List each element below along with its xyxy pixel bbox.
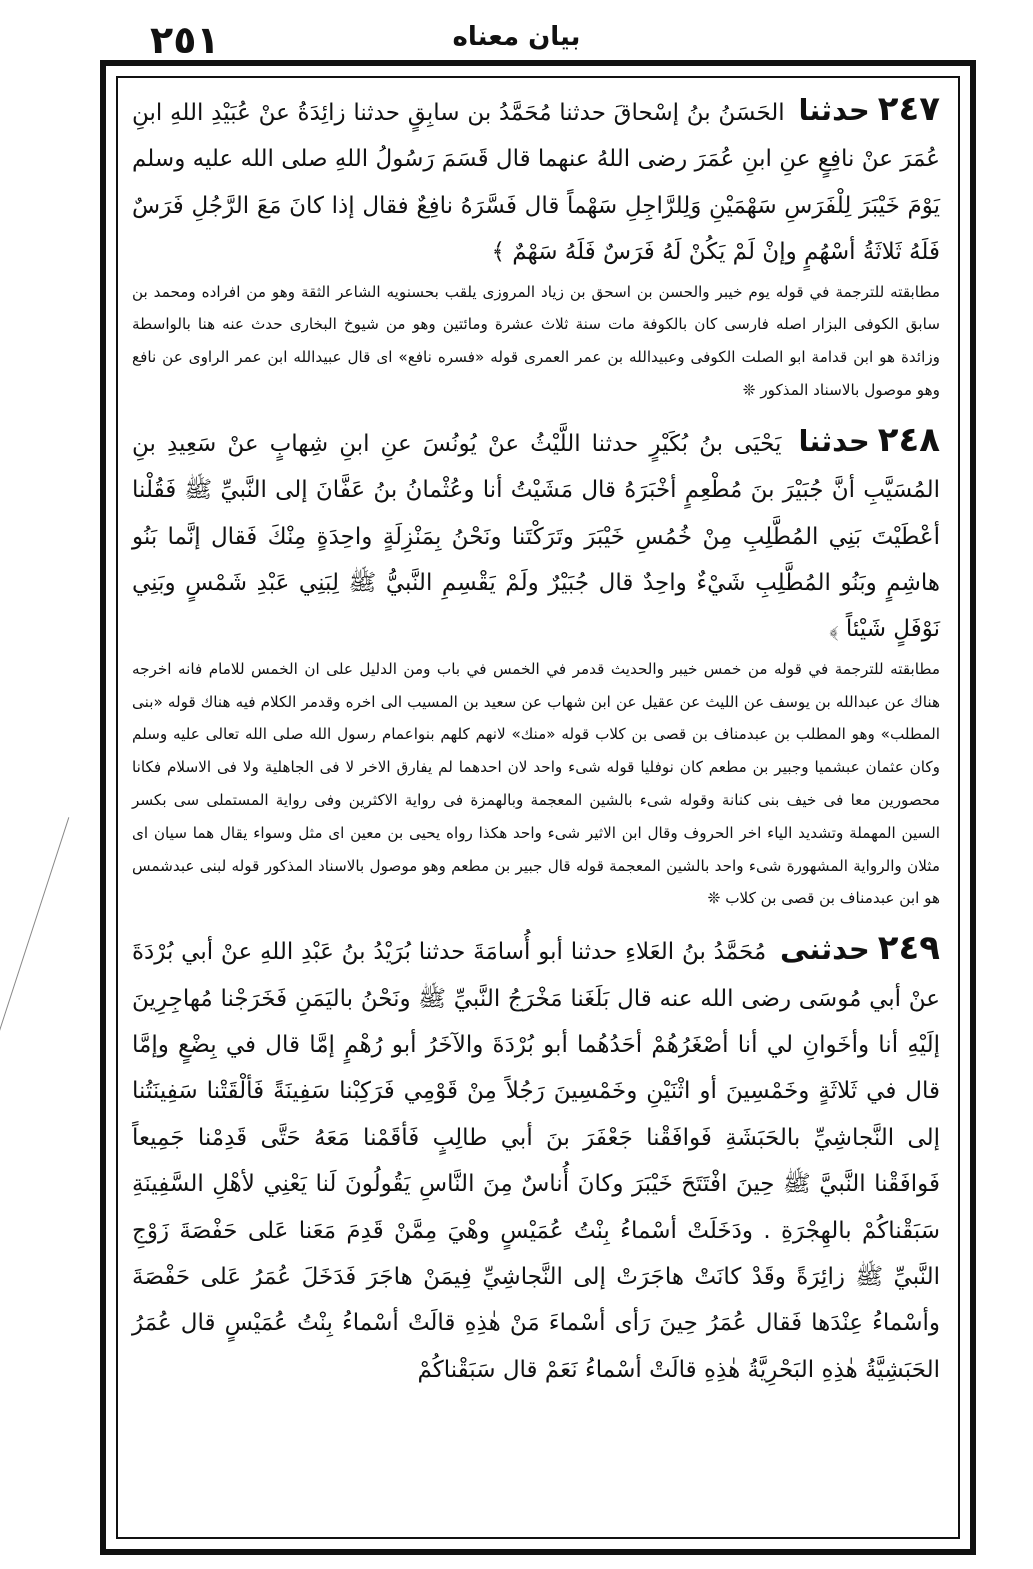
hadith-text bbox=[132, 86, 940, 276]
margin-mark bbox=[0, 817, 69, 1103]
hadith-text bbox=[132, 417, 940, 653]
running-title: بيان معناه bbox=[452, 22, 581, 52]
hadith-249 bbox=[132, 925, 940, 1393]
hadith-number: ٢٤٨ bbox=[877, 419, 941, 460]
hadith-body: مُحَمَّدُ بنُ العَلاءِ حدثنا أبو أُسامَةَ حدثنا بُرَيْدُ بنُ عَبْدِ اللهِ عنْ أبي بُرْدَةَ عنْ أبي مُوسَى رضى الله عنه قال بَلَغَنا مَخْرَجُ النَّبيِّ ﷺ ونَحْنُ باليَمَنِ فَخَرَجْنا مُهاجِرِينَ إلَيْهِ أنا وأخَوانِ لي أنا أصْغَرُهُمْ أحَدُهُما أبو بُرْدَةَ والآخَرُ أبو رُهْمٍ إمَّا قال في بِضْعٍ وإمَّا قال في ثَلاثَةٍ وخَمْسِينَ أو اثْنَيْنِ وخَمْسِينَ رَجُلاً مِنْ قَوْمِي فَرَكِبْنا سَفِينَةً فَألْقَتْنا سَفِينَتُنا إلى النَّجاشِيِّ بالحَبَشَةِ فَوافَقْنا جَعْفَرَ بنَ أبي طالِبٍ فَأقَمْنا مَعَهُ حَتَّى قَدِمْنا جَمِيعاً فَوافَقْنا النَّبيَّ ﷺ حِينَ افْتَتَحَ خَيْبَرَ وكانَ أُناسٌ مِنَ النَّاسِ يَقُولُونَ لَنا يَعْنِي لأهْلِ السَّفِينَةِ سَبَقْناكُمْ بالهِجْرَةِ . ودَخَلَتْ أسْماءُ بِنْتُ عُمَيْسٍ وهْيَ مِمَّنْ قَدِمَ مَعَنا عَلى حَفْصَةَ زَوْجِ النَّبيِّ ﷺ زائِرَةً وقَدْ كانَتْ هاجَرَتْ إلى النَّجاشِيِّ فِيمَنْ هاجَرَ فَدَخَلَ عُمَرُ عَلى حَفْصَةَ وأسْماءُ عِنْدَها فَقال عُمَرُ حِينَ رَأى أسْماءَ مَنْ هٰذِهِ قالَتْ أسْماءُ بِنْتُ عُمَيْسٍ قال عُمَرُ الحَبَشِيَّةُ هٰذِهِ البَحْرِيَّةُ هٰذِهِ قالَتْ أسْماءُ نَعَمْ قال سَبَقْناكُمْ bbox=[132, 939, 940, 1383]
commentary: مطابقته للترجمة في قوله من خمس خيبر والحديث قدمر في الخمس في باب ومن الدليل على ان الخمس للامام فانه اخرجه هناك عن عبدالله بن يوسف عن الليث عن عقيل عن ابن شهاب عن سعيد بن المسيب الى اخره وقدمر الكلام فيه هناك قوله «بنى المطلب» وهو المطلب بن عبدمناف بن قصى بن كلاب قوله «منك» لانهم كلهم بنواعمام رسول الله صلى الله تعالى عليه وسلم وكان عثمان عبشميا وجبير بن مطعم كان نوفليا قوله شىء واحد لان احدهما لم يفارق الاخر لا فى الجاهلية ولا فى الاسلام فكانا محصورين معا فى خيف بنى كنانة وقوله شىء بالشين المعجمة وبالهمزة فى رواية الاكثرين وفى رواية المستملى سى بكسر السين المهملة وتشديد الياء اخر الحروف وقال ابن الاثير شىء واحد هكذا رواه يحيى بن معين اى مثل وسواء يقال هما سيان اى مثلان والرواية المشهورة شىء واحد بالشين المعجمة قوله قال جبير بن مطعم وهو موصول بالاسناد المذكور قوله لبنى عبدشمس هو ابن عبدمناف بن قصى بن كلاب ❊ bbox=[132, 659, 940, 908]
page-number: ٢٥١ bbox=[150, 18, 220, 62]
hadith-intro: حدثنى bbox=[780, 932, 870, 967]
hadith-number: ٢٤٧ bbox=[877, 89, 940, 129]
hadith-text bbox=[132, 925, 940, 1393]
hadith-body: يَحْيَى بنُ بُكَيْرٍ حدثنا اللَّيْثُ عنْ يُونُسَ عنِ ابنِ شِهابٍ عنْ سَعِيدِ بنِ المُسَيَّبِ أنَّ جُبَيْرَ بنَ مُطْعِمٍ أخْبَرَهُ قال مَشَيْتُ أنا وعُثْمانُ بنُ عَفَّانَ إلى النَّبيِّ ﷺ فَقُلْنا أعْطَيْتَ بَنِي المُطَّلِبِ مِنْ خُمُسِ خَيْبَرَ وتَرَكْتَنا ونَحْنُ بِمَنْزِلَةٍ واحِدَةٍ مِنْكَ فَقال إنَّما بَنُو هاشِمٍ وبَنُو المُطَّلِبِ شَيْءٌ واحِدٌ قال جُبَيْرٌ ولَمْ يَقْسِمِ النَّبيُّ ﷺ لِبَنِي عَبْدِ شَمْسٍ وبَنِي نَوْفَلٍ شَيْئاً ﴾ bbox=[132, 430, 940, 643]
hadith-intro: حدثنا bbox=[798, 93, 870, 127]
text-frame bbox=[100, 60, 976, 1555]
hadith-body: الحَسَنُ بنُ إسْحاقَ حدثنا مُحَمَّدُ بن سابِقٍ حدثنا زائِدَةُ عنْ عُبَيْدِ اللهِ ابنِ عُمَرَ عنْ نافِعٍ عنِ ابنِ عُمَرَ رضى اللهُ عنهما قال قَسَمَ رَسُولُ اللهِ صلى الله عليه وسلم يَوْمَ خَيْبَرَ لِلْفَرَسِ سَهْمَيْنِ وَلِلرَّاجِلِ سَهْماً قال فَسَّرَهُ نافِعٌ فقال إذا كانَ مَعَ الرَّجُلِ فَرَسٌ فَلَهُ ثَلاثَةُ أسْهُمٍ وإنْ لَمْ يَكُنْ لَهُ فَرَسٌ فَلَهُ سَهْمٌ ﴾ bbox=[132, 100, 940, 266]
hadith-number: ٢٤٩ bbox=[877, 928, 940, 969]
page-header bbox=[0, 0, 1033, 62]
text-block bbox=[116, 76, 960, 1539]
hadith-intro: حدثنا bbox=[798, 423, 870, 458]
commentary: مطابقته للترجمة في قوله يوم خيبر والحسن بن اسحق بن زياد المروزى يلقب بحسنويه الشاعر الثقة وهو من افراده ومحمد بن سابق الكوفى البزار اصله فارسى كان بالكوفة مات سنة ثلاث عشرة ومائتين وهو من شيوخ البخارى حدث عنه هنا بالواسطة وزائدة هو ابن قدامة ابو الصلت الكوفى وعبيدالله بن عمر العمرى قوله «فسره نافع» اى قال عبيدالله ابن عمر الراوى عن نافع وهو موصول بالاسناد المذكور ❊ bbox=[132, 282, 940, 400]
hadith-247 bbox=[132, 86, 940, 407]
hadith-248 bbox=[132, 417, 940, 915]
